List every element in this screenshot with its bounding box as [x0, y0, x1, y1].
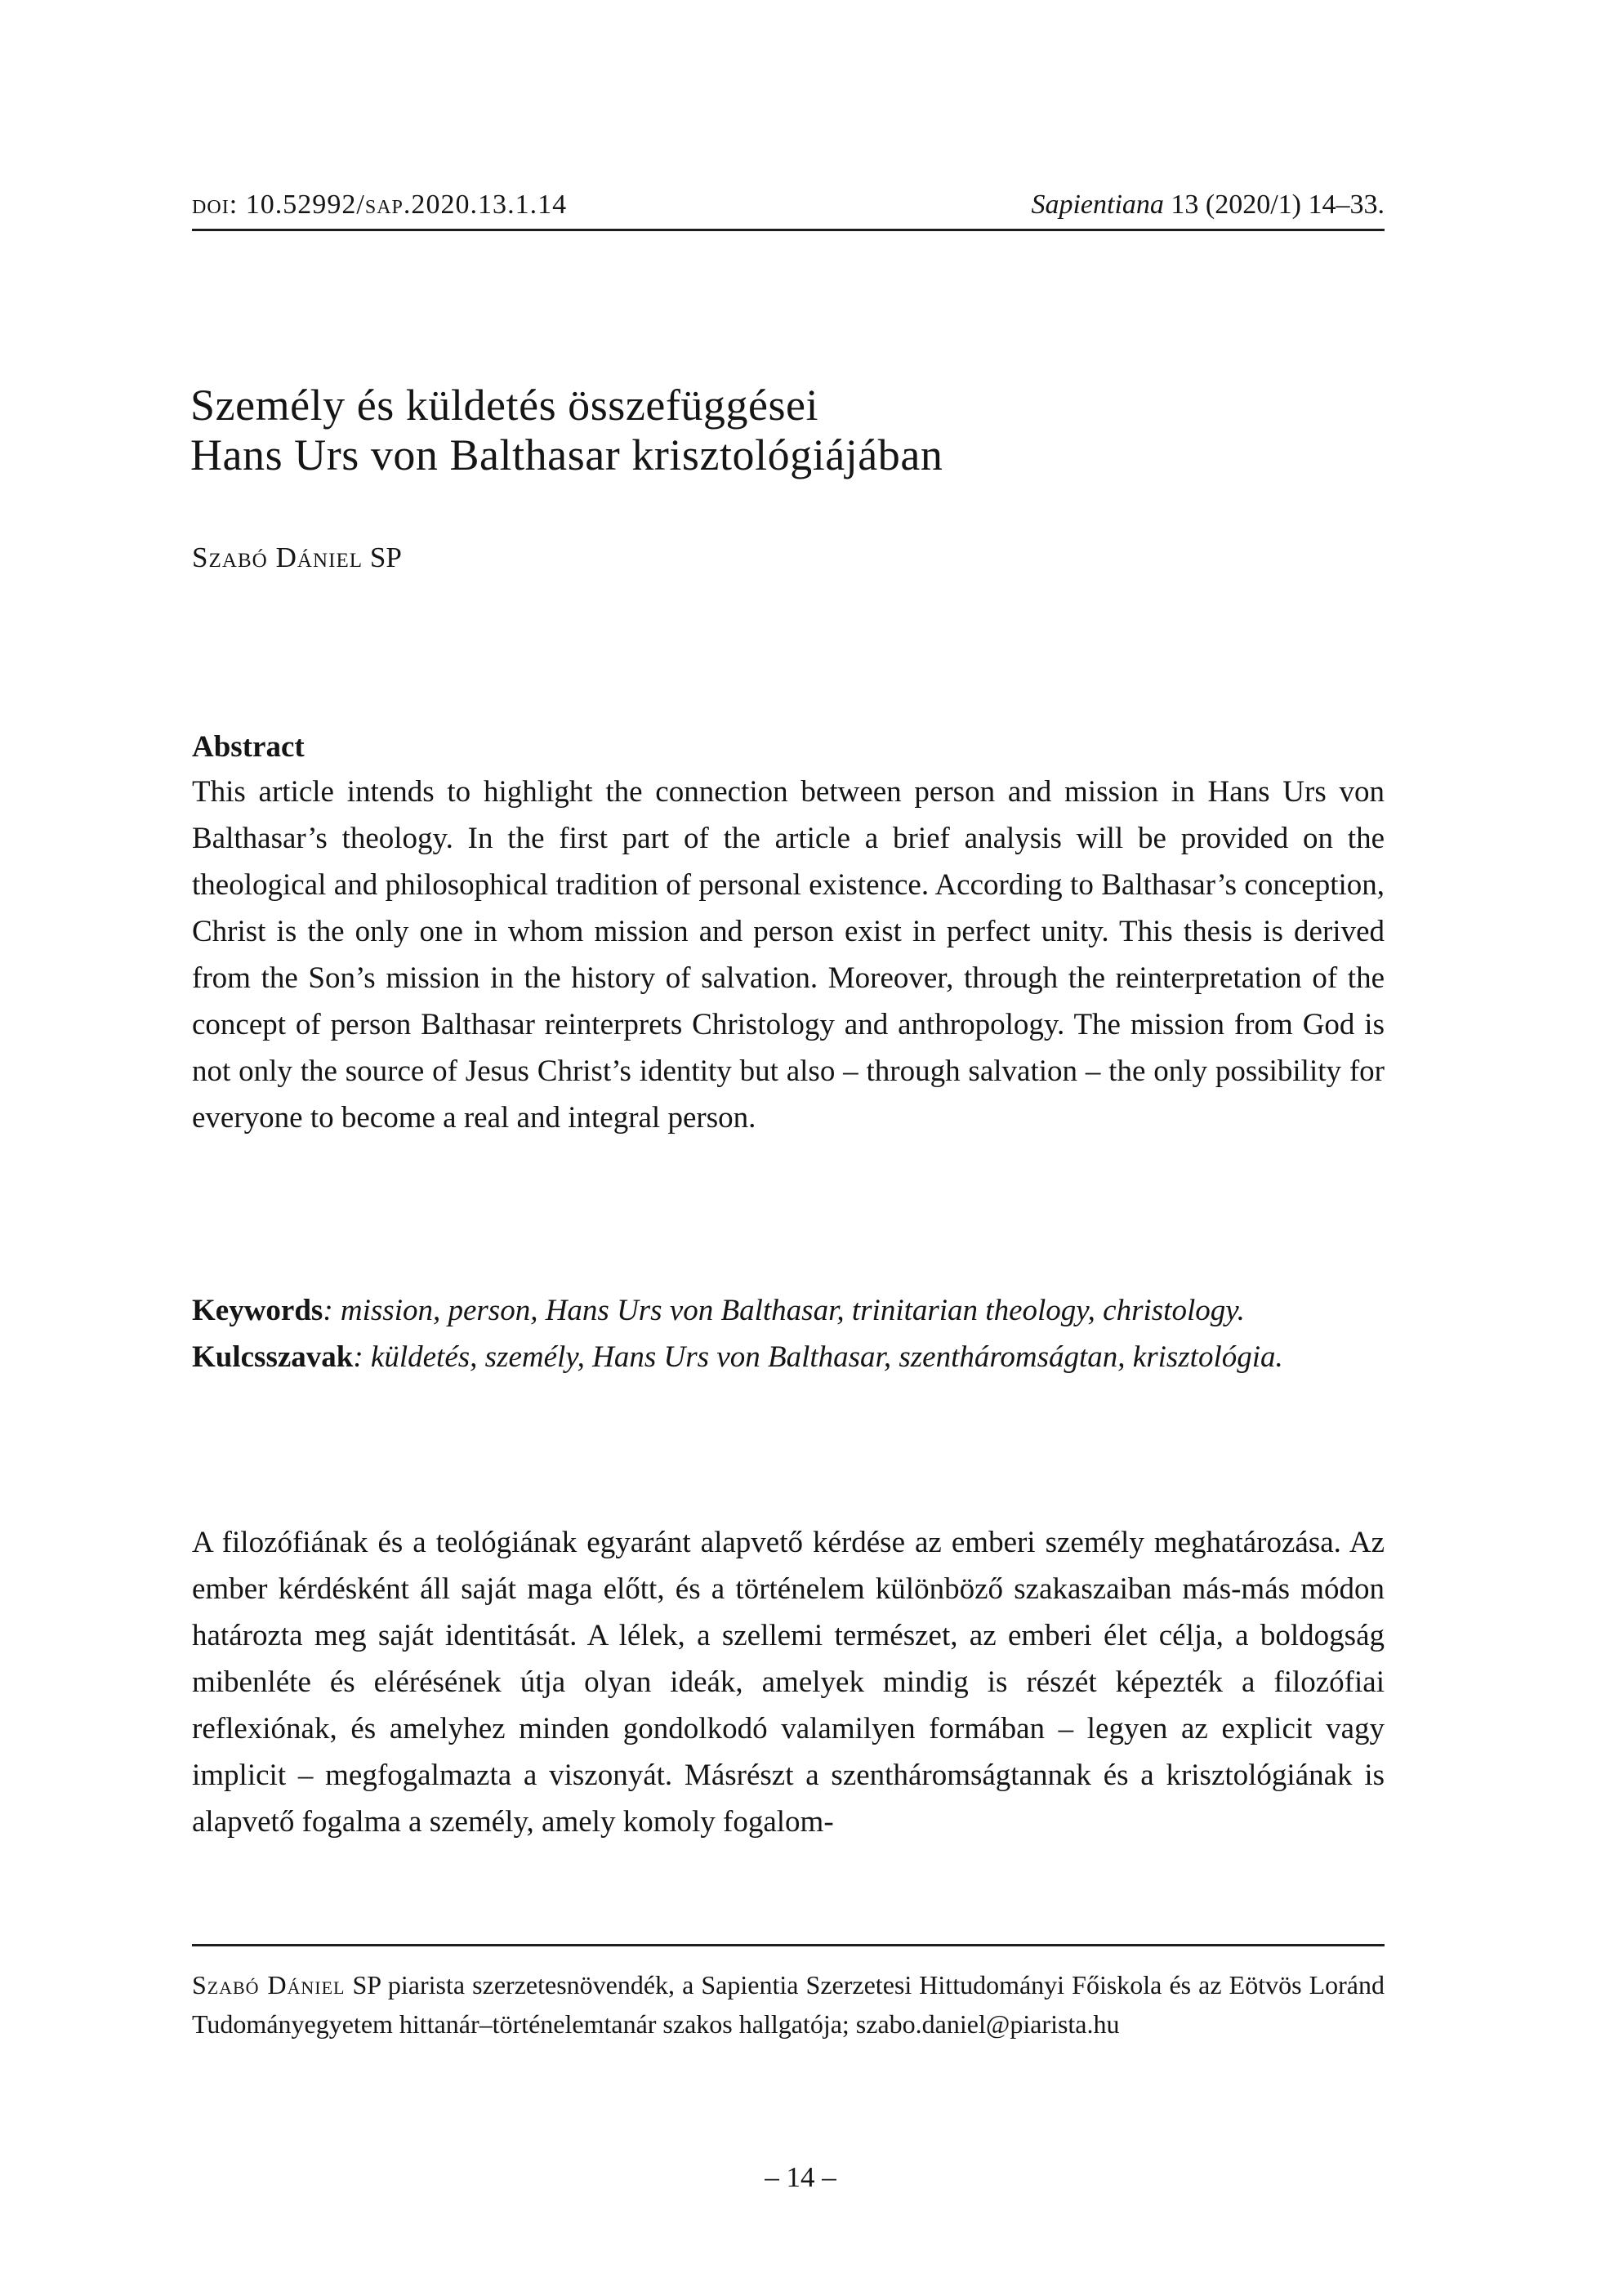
author-byline: [192, 541, 402, 575]
keywords-entry-hu: [192, 1334, 1385, 1380]
abstract-heading: Abstract: [192, 730, 305, 764]
keywords-label-en: Keywords: [192, 1294, 323, 1327]
author-suffix: SP: [363, 542, 402, 573]
footnote-text: SP piarista szerzetesnövendék, a Sapientia Szerzetesi Hittudományi Főiskola és az Eötvös Loránd Tudományegyetem hittanár–történelemtanár szakos hallgatója; szabo.daniel@piarista.hu: [192, 1970, 1385, 2039]
keywords-text-en: : mission, person, Hans Urs von Balthasar, trinitarian theology, christology.: [323, 1294, 1245, 1327]
body-paragraph: A filozófiának és a teológiának egyaránt alapvető kérdése az emberi személy meghatározása. Az ember kérdésként áll saját maga előtt, és a történelem különböző szakaszaiban más-más módon határozta meg saját identitását. A lélek, a szellemi természet, az emberi élet célja, a boldogság mibenléte és elérésének útja olyan ideák, amelyek mindig is részét képezték a filozófiai reflexiónak, és amelyhez minden gondolkodó valamilyen formában – legyen az explicit vagy implicit – megfogalmazta a viszonyát. Másrészt a szentháromságtannak és a krisztológiának is alapvető fogalma a személy, amely komoly fogalom-: [192, 1526, 1385, 1839]
doi-text: doi: 10.52992/sap.2020.13.1.14: [192, 189, 568, 220]
header-rule: [192, 229, 1385, 231]
journal-name: Sapientiana: [1031, 189, 1164, 220]
footnote-rule: [192, 1944, 1385, 1946]
footnote: [192, 1965, 1385, 2044]
keywords-block: [192, 1287, 1385, 1380]
footnote-author-name: Szabó Dániel: [192, 1970, 346, 2000]
title-line-2: Hans Urs von Balthasar krisztológiájában: [190, 430, 943, 479]
title-line-1: Személy és küldetés összefüggései: [190, 381, 819, 430]
article-title: [190, 381, 1416, 480]
journal-reference: [1031, 189, 1385, 221]
page-header: [192, 189, 1385, 221]
journal-issue: 13 (2020/1) 14–33.: [1163, 189, 1385, 220]
keywords-label-hu: Kulcsszavak: [192, 1340, 354, 1374]
page-number: – 14 –: [765, 2161, 836, 2193]
keywords-entry-en: [192, 1287, 1385, 1334]
abstract-text: This article intends to highlight the connection between person and mission in Hans Urs von Balthasar’s theology. In the first part of the article a brief analysis will be provided on the theological and philosophical tradition of personal existence. According to Balthasar’s conception, Christ is the only one in whom mission and person exist in perfect unity. This thesis is derived from the Son’s mission in the history of salvation. Moreover, through the reinterpretation of the concept of person Balthasar reinterprets Christology and anthropology. The mission from God is not only the source of Jesus Christ’s identity but also – through salvation – the only possibility for everyone to become a real and integral person.: [192, 775, 1385, 1135]
keywords-text-hu: : küldetés, személy, Hans Urs von Balthasar, szentháromságtan, krisztológia.: [353, 1340, 1283, 1374]
author-name: Szabó Dániel: [192, 542, 363, 573]
